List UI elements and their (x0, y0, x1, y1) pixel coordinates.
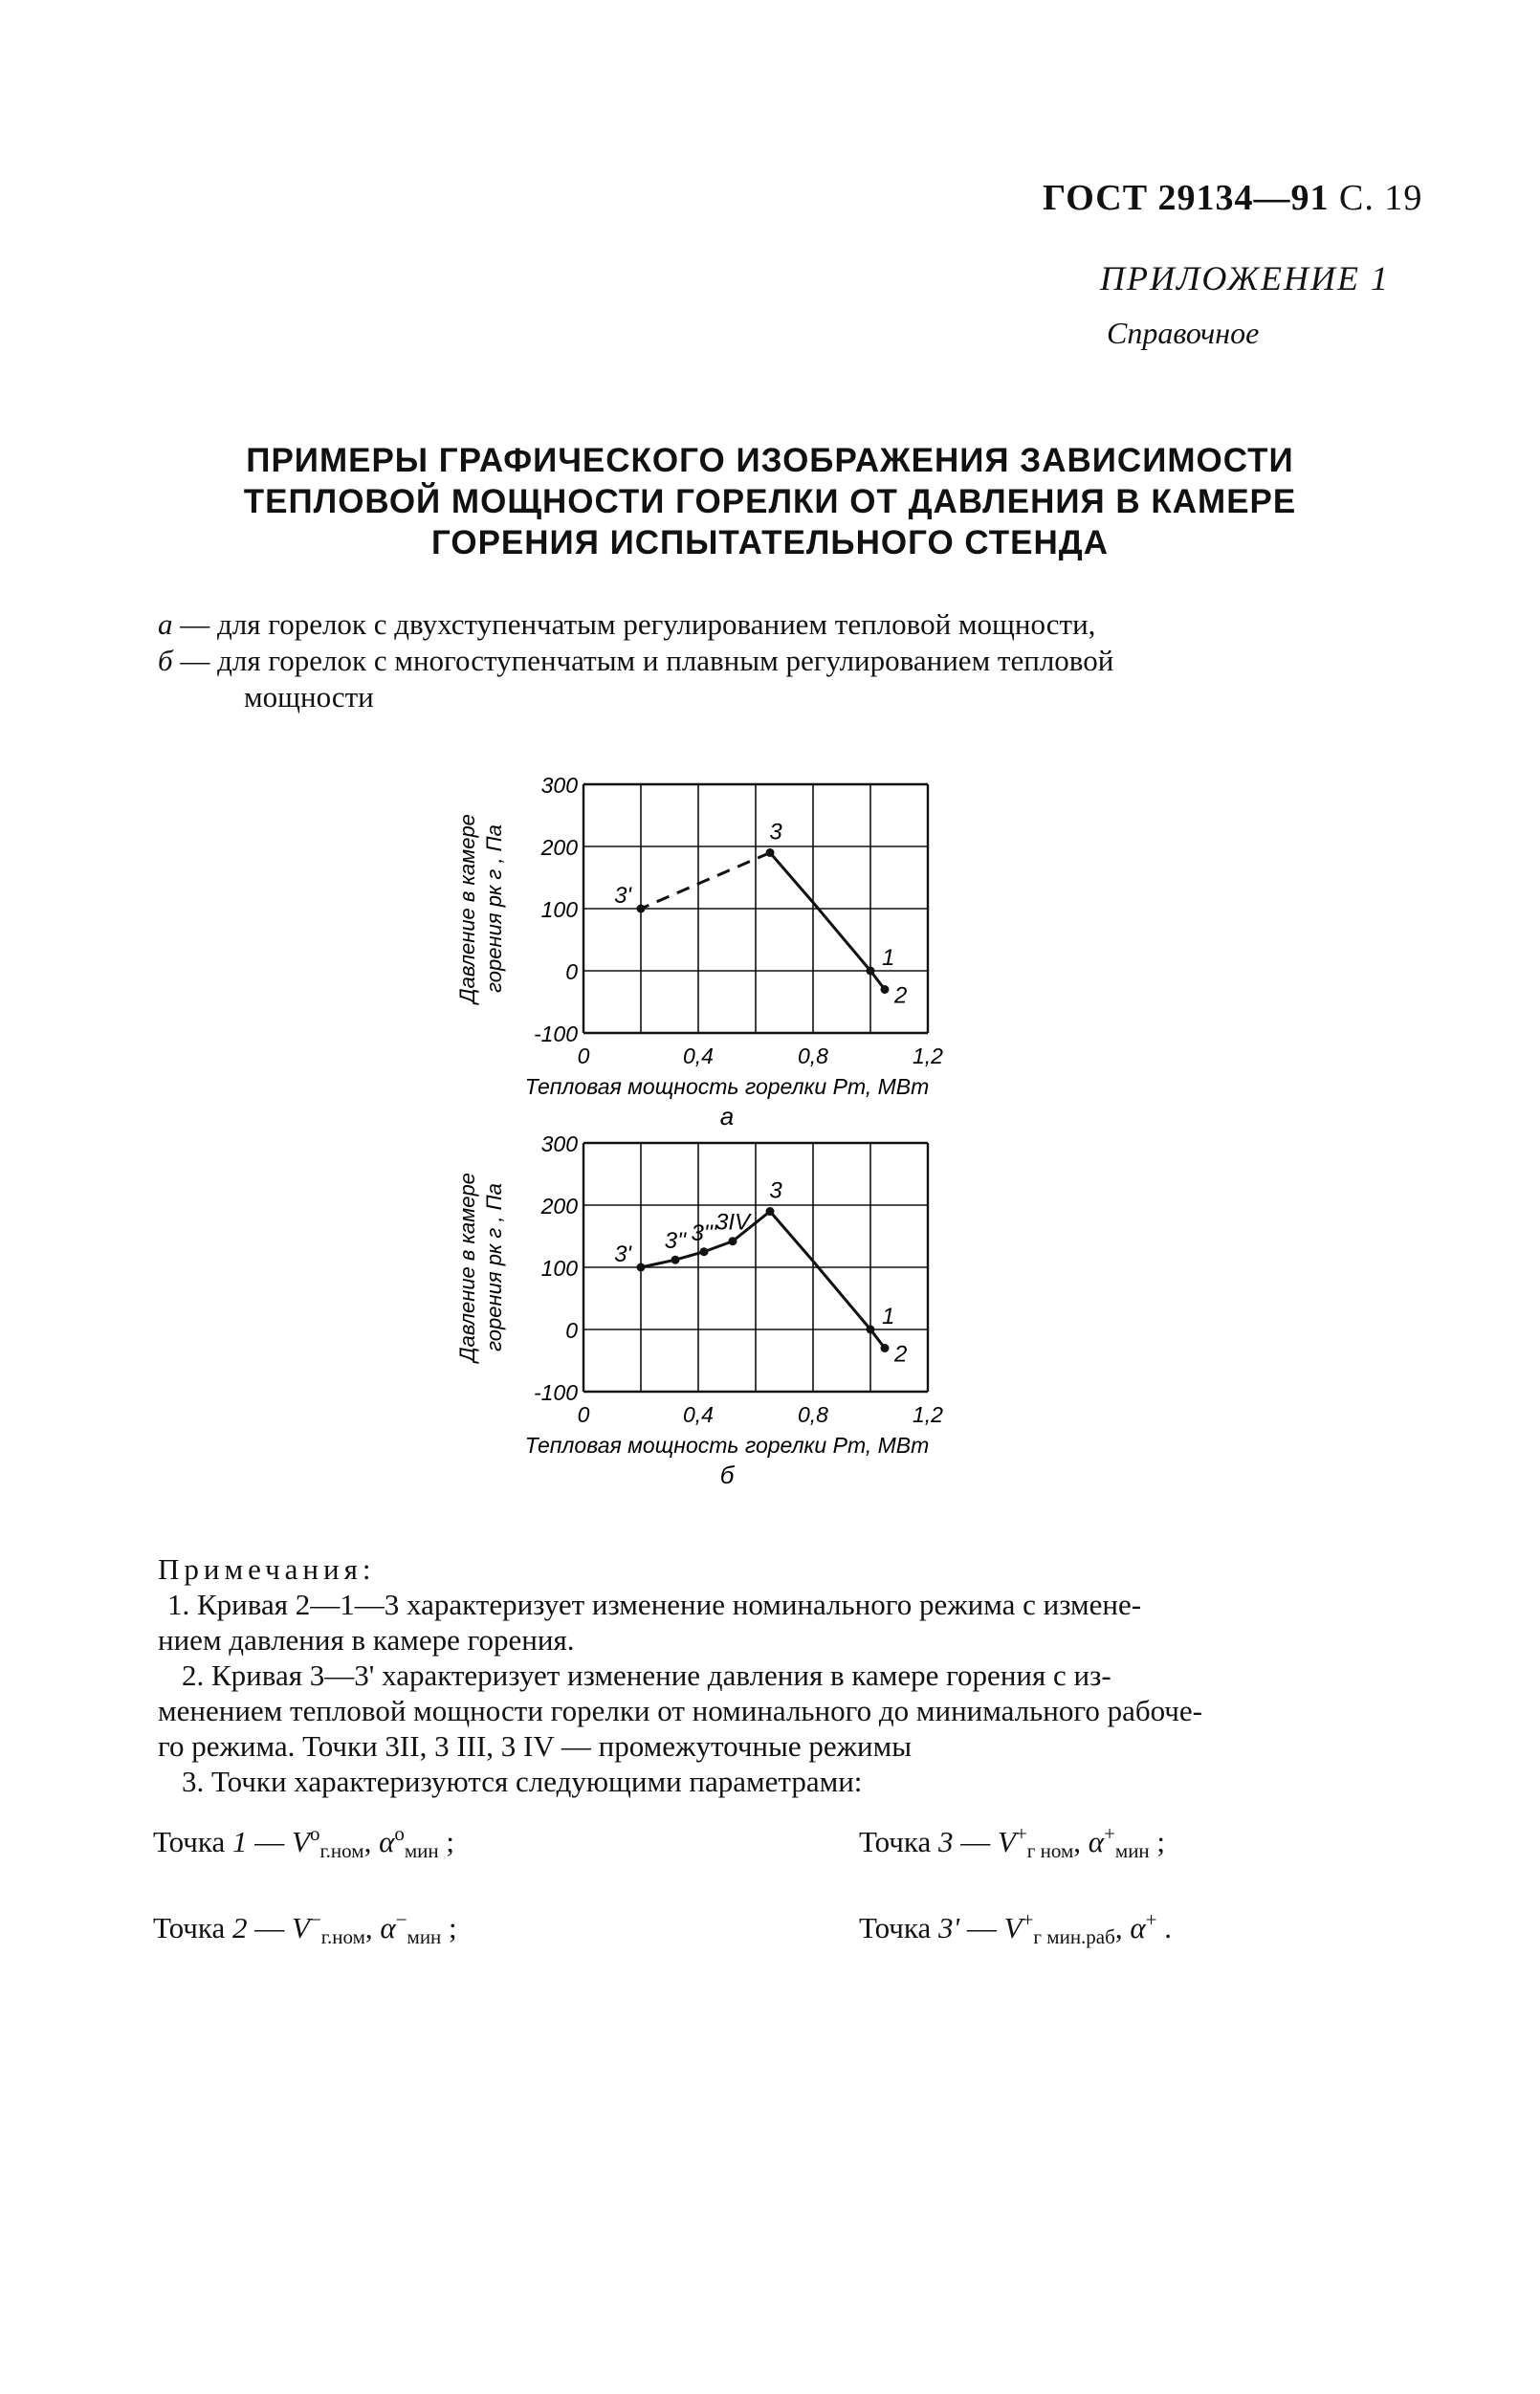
title-line: ТЕПЛОВОЙ МОЩНОСТИ ГОРЕЛКИ ОТ ДАВЛЕНИЯ В КАМЕРЕ (243, 483, 1297, 520)
x-tick-label: 0,4 (683, 1043, 714, 1068)
standard-number (1043, 177, 1422, 219)
point-number: 3' (938, 1911, 960, 1944)
page-title (153, 440, 1387, 563)
x-tick-label: 0 (577, 1043, 590, 1068)
x-tick-label: 1,2 (913, 1043, 943, 1068)
standard-code: ГОСТ 29134—91 (1043, 178, 1330, 218)
point-end: ; (446, 1825, 454, 1858)
alpha-superscript: o (394, 1822, 405, 1845)
x-tick-label: 0,4 (683, 1402, 714, 1427)
x-axis-label: Тепловая мощность горелки Pт, МВт (524, 1074, 930, 1099)
note-line: менением тепловой мощности горелки от номинального до минимального рабоче- (158, 1694, 1202, 1727)
notes (158, 1551, 1202, 1799)
data-point (729, 1237, 737, 1245)
point-end: ; (449, 1911, 457, 1944)
point-number: 1 (232, 1825, 248, 1858)
point-3prime-params: Точка 3' — $V^+_{г мин.раб}$, α+ . (859, 1908, 1172, 1948)
point-label: 3''' (691, 1219, 717, 1246)
point-label: 3IV (715, 1209, 751, 1236)
data-point (867, 1326, 875, 1334)
data-point (881, 1344, 890, 1352)
notes-heading: Примечания: (158, 1552, 376, 1586)
alpha-superscript: − (395, 1908, 407, 1931)
point-label: Точка (153, 1825, 226, 1858)
title-line: ГОРЕНИЯ ИСПЫТАТЕЛЬНОГО СТЕНДА (430, 524, 1110, 561)
chart-caption: б (719, 1461, 735, 1489)
point-label: 2 (894, 1341, 908, 1368)
y-tick-label: 300 (540, 1131, 578, 1156)
title-line: ПРИМЕРЫ ГРАФИЧЕСКОГО ИЗОБРАЖЕНИЯ ЗАВИСИМОСТИ (246, 442, 1294, 479)
data-point (671, 1256, 680, 1264)
v-superscript: o (309, 1822, 320, 1845)
alpha-superscript: + (1145, 1908, 1157, 1931)
series-line (641, 853, 770, 910)
point-end: ; (1156, 1825, 1166, 1858)
alpha-subscript: мин (407, 1925, 442, 1948)
legend-a (158, 607, 1095, 642)
chart-a-svg (450, 756, 1023, 1138)
y-tick-label: -100 (533, 1380, 578, 1405)
x-tick-label: 0 (577, 1402, 590, 1427)
point-1-params: Точка 1 — $V^o_{г.ном}$, $\alpha^o_{мин}$ ; (153, 1822, 454, 1862)
data-point (637, 1263, 646, 1272)
legend-b-cont (244, 680, 374, 714)
legend-text: — для горелок с многоступенчатым и плавным регулированием тепловой (180, 644, 1114, 677)
point-label: 3 (769, 1177, 782, 1204)
point-label: 1 (882, 1304, 895, 1329)
y-tick-label: 0 (565, 959, 578, 984)
point-3-params: Точка 3 — $V^+_{г ном}$, $\alpha^+_{мин}$ ; (859, 1822, 1166, 1862)
point-label: Точка (859, 1825, 932, 1858)
chart-a (450, 756, 1023, 1138)
data-point (766, 1207, 775, 1216)
appendix-title: ПРИЛОЖЕНИЕ 1 (1100, 259, 1390, 297)
point-label: 3'' (664, 1228, 687, 1255)
data-point (766, 848, 775, 857)
point-label: 3' (614, 1241, 631, 1267)
chart-caption: а (719, 1102, 735, 1131)
appendix-type: Справочное (1107, 316, 1260, 350)
y-tick-label: 100 (540, 1256, 578, 1281)
v-subscript: г мин.раб (1033, 1925, 1115, 1948)
v-superscript: − (309, 1908, 321, 1931)
chart-b-svg (450, 1114, 1023, 1497)
y-axis-label: горения pк г , Па (482, 824, 506, 993)
note-line: го режима. Точки 3II, 3 III, 3 IV — промежуточные режимы (158, 1729, 913, 1763)
v-subscript: г ном (1026, 1839, 1074, 1862)
note-line: 3. Точки характеризуются следующими параметрами: (182, 1765, 863, 1798)
point-label: 3 (769, 819, 782, 846)
point-2-params: Точка 2 — $V^-_{г.ном}$, $\alpha^-_{мин}$ ; (153, 1908, 457, 1948)
y-tick-label: 100 (540, 897, 578, 922)
legend-b (158, 644, 1113, 678)
page-number: С. 19 (1339, 178, 1423, 218)
y-tick-label: 200 (540, 835, 578, 860)
data-point (700, 1247, 709, 1256)
x-tick-label: 0,8 (798, 1402, 828, 1427)
y-tick-label: 0 (565, 1318, 578, 1343)
data-point (867, 967, 875, 976)
y-tick-label: 300 (540, 773, 578, 798)
point-label: 2 (894, 982, 908, 1009)
legend-text: — для горелок с двухступенчатым регулированием тепловой мощности, (180, 607, 1096, 641)
data-point (881, 985, 890, 994)
y-tick-label: -100 (533, 1021, 578, 1046)
alpha-subscript: мин (404, 1839, 439, 1862)
note-line: 1. Кривая 2—1—3 характеризует изменение номинального режима с измене- (167, 1588, 1142, 1621)
legend-text: мощности (244, 680, 374, 714)
point-label: 3' (614, 883, 631, 909)
point-label: Точка (153, 1911, 226, 1944)
y-axis-label: Давление в камере (455, 1173, 479, 1362)
note-line: нием давления в камере горения. (158, 1623, 575, 1657)
x-tick-label: 0,8 (798, 1043, 828, 1068)
legend-letter: б (158, 644, 173, 677)
x-axis-label: Тепловая мощность горелки Pт, МВт (524, 1433, 930, 1458)
alpha-superscript: + (1104, 1822, 1115, 1845)
chart-b (450, 1114, 1023, 1497)
y-axis-label: Давление в камере (455, 814, 479, 1003)
alpha-subscript: мин (1114, 1839, 1150, 1862)
data-point (637, 905, 646, 913)
point-end: . (1164, 1911, 1172, 1944)
point-number: 3 (938, 1825, 954, 1858)
point-label: 1 (882, 945, 895, 971)
y-axis-label: горения pк г , Па (482, 1183, 506, 1351)
note-line: 2. Кривая 3—3' характеризует изменение давления в камере горения с из- (182, 1658, 1111, 1692)
v-subscript: г.ном (320, 1925, 365, 1948)
point-label: Точка (859, 1911, 932, 1944)
v-superscript: + (1015, 1822, 1027, 1845)
v-superscript: + (1022, 1908, 1034, 1931)
point-number: 2 (232, 1911, 248, 1944)
y-tick-label: 200 (540, 1194, 578, 1219)
v-subscript: г.ном (319, 1839, 364, 1862)
x-tick-label: 1,2 (913, 1402, 943, 1427)
legend-letter: а (158, 607, 173, 641)
